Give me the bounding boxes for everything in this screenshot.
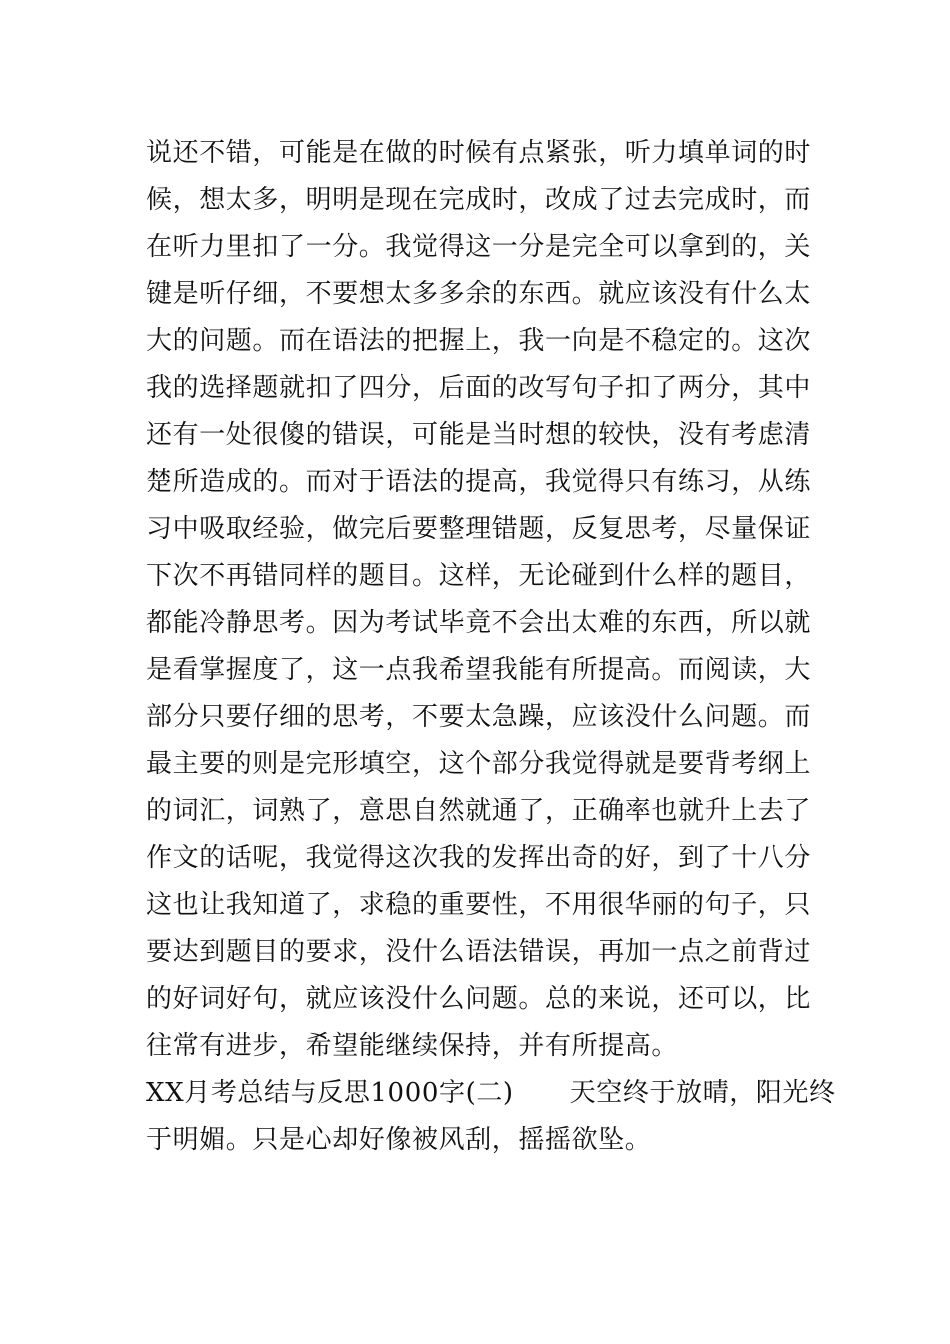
text-line: 习中吸取经验，做完后要整理错题，反复思考，尽量保证 — [146, 514, 812, 544]
text-line: 大的问题。而在语法的把握上，我一向是不稳定的。这次 — [146, 326, 812, 356]
text-line: 都能冷静思考。因为考试毕竟不会出太难的东西，所以就 — [146, 608, 812, 638]
text-line: 最主要的则是完形填空，这个部分我觉得就是要背考纲上 — [146, 749, 812, 779]
text-line: 于明媚。只是心却好像被风刮，摇摇欲坠。 — [146, 1125, 652, 1155]
document-body — [146, 130, 836, 1164]
text-line: 作文的话呢，我觉得这次我的发挥出奇的好，到了十八分 — [146, 843, 812, 873]
text-line: 要达到题目的要求，没什么语法错误，再加一点之前背过 — [146, 937, 812, 967]
text-line: 说还不错，可能是在做的时候有点紧张，听力填单词的时 — [146, 138, 812, 168]
section-heading-line — [146, 1070, 836, 1117]
text-line: 还有一处很傻的错误，可能是当时想的较快，没有考虑清 — [146, 420, 812, 450]
text-line: 的好词好句，就应该没什么问题。总的来说，还可以，比 — [146, 984, 812, 1014]
text-line: 是看掌握度了，这一点我希望我能有所提高。而阅读，大 — [146, 655, 812, 685]
text-line: 部分只要仔细的思考，不要太急躁，应该没什么问题。而 — [146, 702, 812, 732]
text-line: 我的选择题就扣了四分，后面的改写句子扣了两分，其中 — [146, 373, 812, 403]
text-line: 这也让我知道了，求稳的重要性，不用很华丽的句子，只 — [146, 890, 812, 920]
section-title: XX月考总结与反思1000字(二) — [146, 1078, 514, 1108]
section-first-line: 天空终于放晴，阳光终 — [569, 1078, 836, 1108]
text-line: 候，想太多，明明是现在完成时，改成了过去完成时，而 — [146, 185, 812, 215]
text-line: 在听力里扣了一分。我觉得这一分是完全可以拿到的，关 — [146, 232, 812, 262]
text-line: 的词汇，词熟了，意思自然就通了，正确率也就升上去了 — [146, 796, 812, 826]
text-line: 下次不再错同样的题目。这样，无论碰到什么样的题目， — [146, 561, 812, 591]
text-line: 键是听仔细，不要想太多多余的东西。就应该没有什么太 — [146, 279, 812, 309]
text-line: 楚所造成的。而对于语法的提高，我觉得只有练习，从练 — [146, 467, 812, 497]
text-line: 往常有进步，希望能继续保持，并有所提高。 — [146, 1031, 679, 1061]
